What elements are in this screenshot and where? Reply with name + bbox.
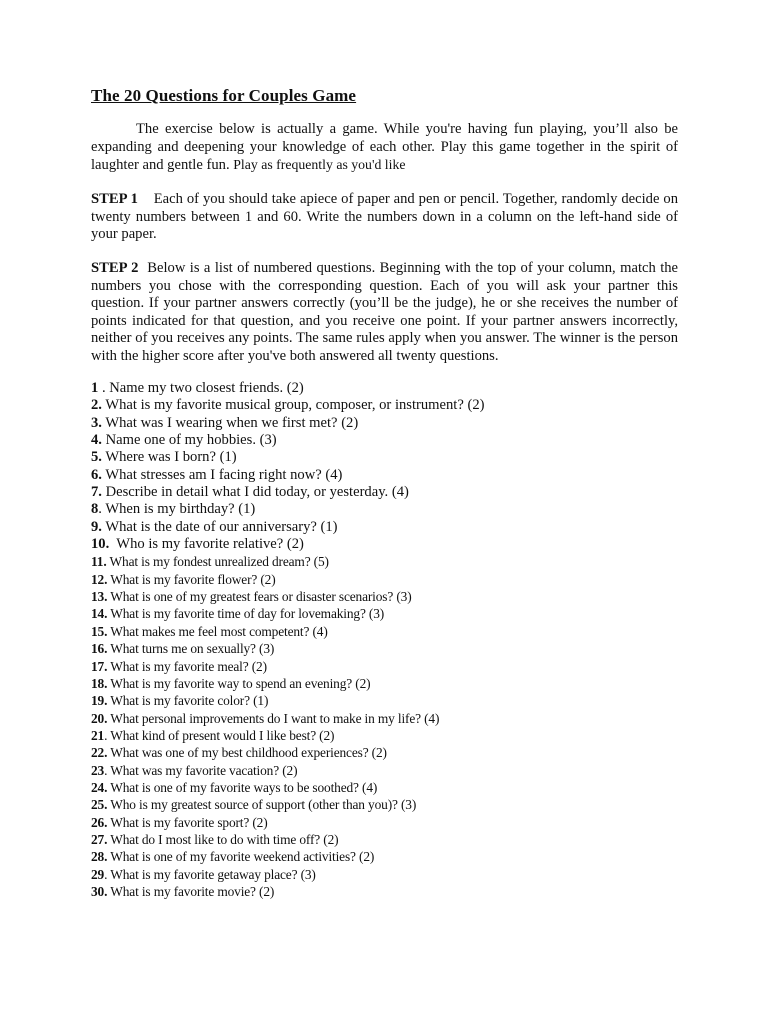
question-text: Name my two closest friends. (2): [109, 380, 304, 396]
question-text: Who is my greatest source of support (other than you)? (3): [110, 797, 417, 813]
question-text: What kind of present would I like best? (2): [110, 727, 335, 743]
question-number: 14.: [91, 606, 108, 622]
question-number: 23: [91, 762, 105, 778]
question-item: [91, 415, 691, 432]
question-item: [91, 727, 691, 744]
question-number: 7.: [91, 484, 102, 501]
question-number: 29: [91, 866, 105, 882]
question-number: 20.: [91, 710, 108, 726]
question-item: [91, 744, 691, 761]
question-number: 6.: [91, 466, 102, 483]
question-text: What is my favorite way to spend an evening? (2): [110, 675, 371, 691]
question-text: What is my favorite getaway place? (3): [110, 866, 316, 882]
question-separator: .: [104, 762, 111, 778]
step-1-label: STEP 1: [91, 191, 138, 207]
question-number: 18.: [91, 675, 108, 691]
question-text: What is my favorite movie? (2): [110, 883, 275, 899]
intro-text: The exercise below is actually a game. While you're having fun playing, you’ll also be expanding and deepening your knowledge of each other. Play this game together in the spirit of laughter and gentle fun.: [91, 121, 678, 174]
question-text: What is my favorite color? (1): [110, 693, 269, 709]
question-number: 13.: [91, 589, 108, 605]
question-number: 30.: [91, 883, 108, 899]
question-item: [91, 501, 691, 518]
question-item: [91, 605, 691, 622]
question-text: What is my favorite meal? (2): [110, 658, 267, 674]
question-text: What was I wearing when we first met? (2): [105, 414, 359, 431]
question-text: What makes me feel most competent? (4): [110, 623, 328, 639]
question-number: 10.: [91, 536, 110, 553]
question-item: [91, 640, 691, 657]
question-text: Describe in detail what I did today, or yesterday. (4): [105, 484, 409, 501]
question-item: [91, 432, 691, 449]
step-2-paragraph: [91, 260, 678, 366]
question-number: 26.: [91, 814, 108, 830]
questions-list: [91, 380, 691, 900]
question-text: What is my favorite musical group, composer, or instrument? (2): [105, 397, 485, 414]
question-item: [91, 779, 691, 796]
question-number: 21: [91, 727, 105, 743]
question-text: What is one of my favorite weekend activities? (2): [110, 849, 375, 865]
question-item: [91, 536, 691, 553]
question-number: 5.: [91, 449, 102, 466]
question-text: What was my favorite vacation? (2): [110, 762, 298, 778]
question-number: 24.: [91, 779, 108, 795]
question-text: Who is my favorite relative? (2): [116, 536, 304, 553]
question-separator: .: [98, 501, 106, 518]
question-item: [91, 675, 691, 692]
question-text: When is my birthday? (1): [105, 501, 256, 518]
question-item: [91, 588, 691, 605]
question-number: 16.: [91, 641, 108, 657]
question-text: What stresses am I facing right now? (4): [105, 466, 343, 483]
question-number: 4.: [91, 432, 102, 449]
question-text: What is the date of our anniversary? (1): [105, 518, 338, 535]
question-text: What is one of my greatest fears or disaster scenarios? (3): [110, 589, 412, 605]
question-text: What was one of my best childhood experiences? (2): [110, 745, 387, 761]
question-item: [91, 397, 691, 414]
question-item: [91, 762, 691, 779]
question-number: 17.: [91, 658, 108, 674]
question-number: 27.: [91, 831, 108, 847]
question-number: 1: [91, 380, 99, 396]
question-item: [91, 519, 691, 536]
question-item: [91, 553, 691, 570]
question-text: What is one of my favorite ways to be soothed? (4): [110, 779, 378, 795]
question-text: What is my fondest unrealized dream? (5): [109, 554, 329, 570]
page-title: The 20 Questions for Couples Game: [91, 86, 357, 105]
question-number: 3.: [91, 414, 102, 431]
question-separator: .: [98, 380, 110, 396]
question-item: [91, 571, 691, 588]
question-number: 15.: [91, 623, 108, 639]
question-text: Name one of my hobbies. (3): [105, 432, 277, 449]
question-number: 22.: [91, 745, 108, 761]
question-text: What do I most like to do with time off? (2): [110, 831, 339, 847]
step-1-text: Each of you should take apiece of paper and pen or pencil. Together, randomly decide on twenty numbers between 1 and 60. Write the numbers down in a column on the left-hand side of your paper.: [91, 191, 678, 243]
question-item: [91, 467, 691, 484]
question-number: 19.: [91, 693, 108, 709]
question-number: 2.: [91, 397, 102, 414]
question-item: [91, 814, 691, 831]
question-item: [91, 658, 691, 675]
question-item: [91, 692, 691, 709]
question-text: Where was I born? (1): [105, 449, 237, 466]
question-item: [91, 848, 691, 865]
question-text: What is my favorite time of day for lovemaking? (3): [110, 606, 385, 622]
question-number: 8: [91, 501, 99, 518]
question-item: [91, 380, 691, 397]
question-item: [91, 449, 691, 466]
question-number: 11.: [91, 554, 107, 570]
question-separator: .: [104, 866, 111, 882]
question-text: What is my favorite sport? (2): [110, 814, 268, 830]
question-item: [91, 484, 691, 501]
question-number: 12.: [91, 571, 108, 587]
question-item: [91, 796, 691, 813]
question-item: [91, 883, 691, 900]
step-2-label: STEP 2: [91, 260, 139, 276]
intro-paragraph: [91, 121, 678, 175]
question-item: [91, 866, 691, 883]
question-text: What is my favorite flower? (2): [110, 571, 276, 587]
question-item: [91, 710, 691, 727]
question-text: What personal improvements do I want to make in my life? (4): [110, 710, 440, 726]
question-separator: .: [104, 727, 111, 743]
question-item: [91, 623, 691, 640]
question-number: 25.: [91, 797, 108, 813]
question-number: 28.: [91, 849, 108, 865]
question-item: [91, 831, 691, 848]
step-1-paragraph: [91, 191, 678, 244]
question-text: What turns me on sexually? (3): [110, 641, 275, 657]
question-number: 9.: [91, 518, 102, 535]
step-2-text: Below is a list of numbered questions. Beginning with the top of your column, match the numbers you chose with the corresponding question. Each of you will ask your partner this question. If your partner answers correctly (you’ll be the judge), he or she receives the number of points indicated for that question, and you receive one point. If your partner answers incorrectly, neither of you receives any points. The same rules apply when you answer. The winner is the person with the higher score after you've both answered all twenty questions.: [91, 260, 679, 364]
intro-tail-text: Play as frequently as you'd like: [233, 157, 406, 173]
